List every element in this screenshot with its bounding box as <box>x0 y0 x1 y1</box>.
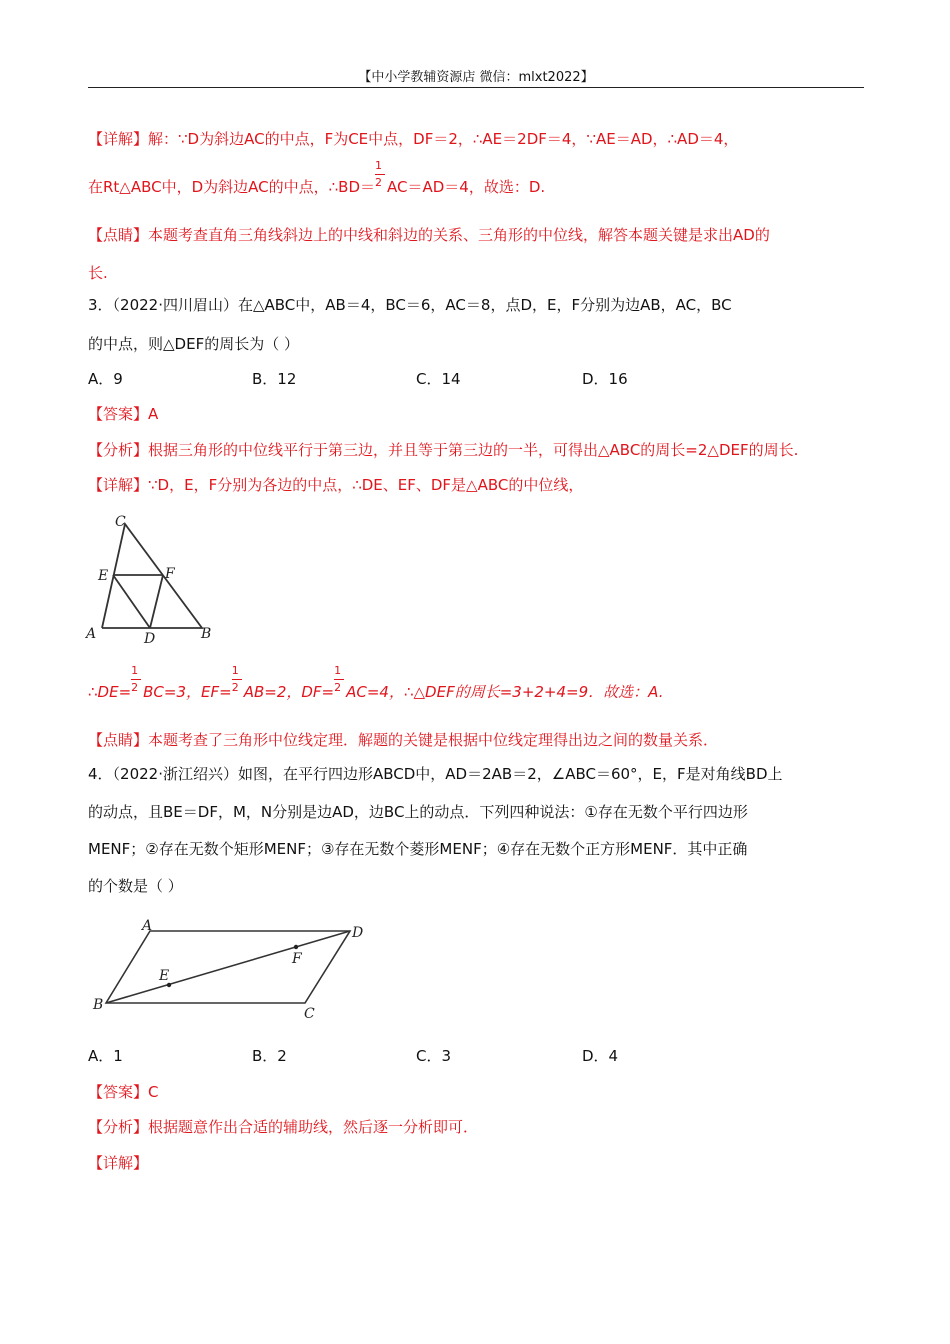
q3-analysis: 【分析】根据三角形的中位线平行于第三边，并且等于第三边的一半，可得出△ABC的周长=2△DEF的周长. <box>88 441 799 459</box>
q4-parallelogram-figure <box>88 915 378 1025</box>
q4-option-d: D．4 <box>582 1047 619 1065</box>
q3-detail: 【详解】∵D，E，F分别为各边的中点，∴DE、EF、DF是△ABC的中位线， <box>88 476 584 494</box>
fraction-numerator: 1 <box>131 664 139 677</box>
parallelogram-label-b: B <box>93 997 104 1013</box>
triangle-label-c: C <box>115 514 126 530</box>
triangle-label-a: A <box>86 626 97 642</box>
q3-calculation <box>88 664 664 702</box>
q3-stem-line2: 的中点，则△DEF的周长为（ ） <box>88 335 299 353</box>
q2-detail-line1: 【详解】解：∵D为斜边AC的中点，F为CE中点，DF＝2，∴AE＝2DF＝4，∵AE＝AD，∴AD＝4， <box>88 130 739 148</box>
q4-detail: 【详解】 <box>88 1154 149 1172</box>
page-header: 【中小学教辅资源店 微信：mlxt2022】 <box>358 70 594 85</box>
q3-triangle-figure <box>80 508 230 648</box>
q4-stem-line3: MENF；②存在无数个矩形MENF；③存在无数个菱形MENF；④存在无数个正方形MENF．其中正确 <box>88 840 748 858</box>
parallelogram-label-a: A <box>142 918 153 934</box>
q3-option-c: C．14 <box>416 370 461 388</box>
q2-detail-line2 <box>88 159 546 197</box>
parallelogram-label-d: D <box>352 925 364 941</box>
q3-comment: 【点睛】本题考查了三角形中位线定理．解题的关键是根据中位线定理得出边之间的数量关系． <box>88 731 719 749</box>
q3-stem-line1: 3．（2022·四川眉山）在△ABC中，AB＝4，BC＝6，AC＝8，点D，E，F分别为边AB，AC，BC <box>88 296 732 314</box>
calc-part3: AB=2，DF= <box>243 683 335 701</box>
fraction-half <box>375 159 387 192</box>
q3-option-d: D．16 <box>582 370 628 388</box>
q3-option-b: B．12 <box>252 370 297 388</box>
q3-option-a: A．9 <box>88 370 123 388</box>
header-rule <box>88 87 864 88</box>
triangle-label-b: B <box>201 626 212 642</box>
q4-option-c: C．3 <box>416 1047 452 1065</box>
parallelogram-label-e: E <box>159 968 170 984</box>
fraction-half <box>334 664 346 697</box>
q3-answer: 【答案】A <box>88 405 159 423</box>
calc-part1: ∴DE= <box>88 683 132 701</box>
q2-comment-line2: 长. <box>88 264 108 282</box>
calc-part2: BC=3，EF= <box>143 683 232 701</box>
q4-analysis: 【分析】根据题意作出合适的辅助线，然后逐一分析即可． <box>88 1118 479 1136</box>
parallelogram-label-f: F <box>292 951 302 967</box>
fraction-denominator: 2 <box>375 176 383 189</box>
fraction-numerator: 1 <box>231 664 239 677</box>
q4-stem-line2: 的动点，且BE＝DF，M，N分别是边AD，边BC上的动点．下列四种说法：①存在无数个平行四边形 <box>88 803 748 821</box>
fraction-half <box>231 664 244 697</box>
parallelogram-label-c: C <box>304 1006 315 1022</box>
triangle-label-e: E <box>98 568 109 584</box>
q4-stem-line1: 4．（2022·浙江绍兴）如图，在平行四边形ABCD中，AD＝2AB＝2，∠ABC＝60°，E，F是对角线BD上 <box>88 765 783 783</box>
fraction-denominator: 2 <box>334 681 342 694</box>
q4-stem-line4: 的个数是（ ） <box>88 877 183 895</box>
q4-option-a: A．1 <box>88 1047 123 1065</box>
fraction-numerator: 1 <box>334 664 342 677</box>
calc-part4: AC=4，∴△DEF的周长=3+2+4=9．故选：A. <box>346 683 664 701</box>
fraction-half <box>131 664 143 697</box>
q2-detail-line2-end: AC＝AD＝4，故选：D. <box>387 178 546 196</box>
triangle-label-f: F <box>165 566 175 582</box>
q4-answer: 【答案】C <box>88 1083 159 1101</box>
fraction-denominator: 2 <box>131 681 139 694</box>
q4-option-b: B．2 <box>252 1047 287 1065</box>
q2-comment-line1: 【点睛】本题考查直角三角线斜边上的中线和斜边的关系、三角形的中位线，解答本题关键是求出AD的 <box>88 226 770 244</box>
q2-detail-line2-start: 在Rt△ABC中，D为斜边AC的中点，∴BD＝ <box>88 178 376 196</box>
fraction-numerator: 1 <box>375 159 383 172</box>
triangle-label-d: D <box>144 631 156 647</box>
fraction-denominator: 2 <box>231 681 239 694</box>
